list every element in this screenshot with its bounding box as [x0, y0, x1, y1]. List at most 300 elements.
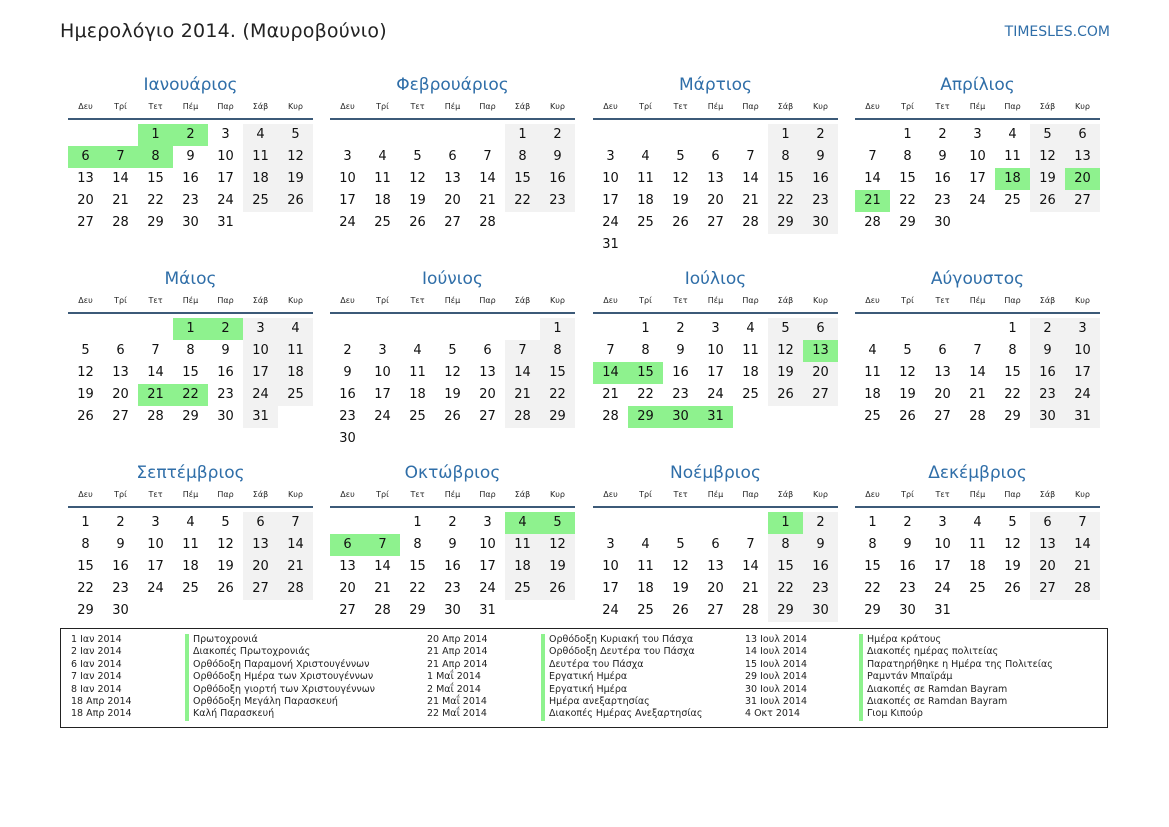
day-cell: 30: [217, 409, 234, 424]
day-cell: 31: [602, 237, 619, 252]
weekday-label: Σάβ: [777, 490, 794, 499]
day-cell: 6: [1065, 124, 1100, 146]
day-cell: 1: [641, 321, 650, 336]
day-cell: 27: [479, 409, 496, 424]
day-cell: 15: [505, 168, 540, 190]
day-cell: 1: [903, 127, 912, 142]
day-cell: 3: [378, 343, 387, 358]
weekday-label: Πέμ: [444, 102, 461, 111]
day-cell: 2: [938, 127, 947, 142]
day-cell: 17: [479, 559, 496, 574]
day-cell: 6: [711, 149, 720, 164]
day-cell: 19: [444, 387, 461, 402]
day-cell: 2: [208, 318, 243, 340]
day-cell: 1: [768, 124, 803, 146]
weekday-label: Σάβ: [1039, 296, 1056, 305]
day-cell: 2: [448, 515, 457, 530]
day-cell: 15: [1004, 365, 1021, 380]
day-cell: 12: [672, 171, 689, 186]
empty-cell: [365, 512, 400, 534]
day-cell: 18: [864, 387, 881, 402]
holiday-date: 30 Ιουλ 2014: [745, 683, 808, 695]
day-cell: 13: [1030, 534, 1065, 556]
day-cell: 9: [343, 365, 352, 380]
day-cell: 28: [969, 409, 986, 424]
empty-cell: [628, 124, 663, 146]
day-cell: 14: [593, 362, 628, 384]
day-cell: 20: [1030, 556, 1065, 578]
day-cell: 15: [182, 365, 199, 380]
day-cell: 3: [1065, 318, 1100, 340]
weekday-label: Τετ: [673, 102, 688, 111]
day-cell: 28: [602, 409, 619, 424]
day-cell: 4: [1008, 127, 1017, 142]
weekday-label: Δευ: [603, 296, 618, 305]
weekday-label: Τρί: [114, 102, 127, 111]
day-cell: 9: [116, 537, 125, 552]
day-cell: 5: [413, 149, 422, 164]
day-cell: 7: [365, 534, 400, 556]
day-cell: 24: [934, 581, 951, 596]
day-cell: 26: [899, 409, 916, 424]
weekday-label: Πέμ: [707, 296, 724, 305]
day-cell: 27: [707, 603, 724, 618]
holiday-name: Διακοπές ημέρας πολιτείας: [859, 646, 998, 658]
day-cell: 25: [409, 409, 426, 424]
weekday-label: Πέμ: [969, 490, 986, 499]
day-cell: 1: [413, 515, 422, 530]
day-cell: 8: [186, 343, 195, 358]
legend-row: [61, 684, 375, 696]
day-cell: 26: [1030, 190, 1065, 212]
empty-cell: [593, 318, 628, 340]
day-cell: 16: [934, 171, 951, 186]
day-cell: 19: [899, 387, 916, 402]
legend-row: [61, 646, 375, 658]
legend-row: [61, 696, 375, 708]
day-cell: 11: [864, 365, 881, 380]
legend-row: [417, 659, 702, 671]
day-cell: 30: [899, 603, 916, 618]
day-cell: 26: [768, 384, 803, 406]
day-cell: 18: [637, 581, 654, 596]
day-cell: 11: [637, 559, 654, 574]
weekday-label: Κυρ: [813, 490, 828, 499]
empty-cell: [435, 124, 470, 146]
holiday-date: 14 Ιουλ 2014: [745, 646, 808, 658]
holiday-date: 21 Απρ 2014: [427, 658, 488, 670]
day-cell: 21: [742, 193, 759, 208]
holiday-name: Πρωτοχρονιά: [185, 634, 258, 646]
day-cell: 30: [663, 406, 698, 428]
day-cell: 3: [221, 127, 230, 142]
month-calendar: [68, 72, 313, 234]
day-cell: 20: [243, 556, 278, 578]
day-cell: 27: [934, 409, 951, 424]
day-cell: 28: [505, 406, 540, 428]
day-cell: 7: [868, 149, 877, 164]
day-cell: 17: [707, 365, 724, 380]
day-cell: 22: [173, 384, 208, 406]
weekday-label: Κυρ: [813, 296, 828, 305]
day-cell: 7: [973, 343, 982, 358]
day-cell: 25: [637, 603, 654, 618]
day-cell: 9: [903, 537, 912, 552]
day-cell: 12: [540, 534, 575, 556]
day-cell: 9: [1030, 340, 1065, 362]
empty-cell: [593, 124, 628, 146]
day-cell: 21: [112, 193, 129, 208]
legend-column: [735, 634, 1053, 721]
day-cell: 3: [973, 127, 982, 142]
weekday-label: Πέμ: [969, 296, 986, 305]
day-cell: 29: [864, 603, 881, 618]
empty-cell: [960, 318, 995, 340]
day-cell: 5: [1030, 124, 1065, 146]
day-cell: 25: [864, 409, 881, 424]
weekday-label: Τετ: [935, 490, 950, 499]
weekday-label: Πέμ: [707, 490, 724, 499]
day-cell: 14: [742, 559, 759, 574]
day-cell: 4: [278, 318, 313, 340]
day-cell: 12: [444, 365, 461, 380]
weekday-header: [593, 294, 838, 314]
holiday-legend: [60, 628, 1108, 728]
day-cell: 6: [483, 343, 492, 358]
day-cell: 9: [803, 146, 838, 168]
day-cell: 23: [803, 578, 838, 600]
weekday-label: Τρί: [114, 490, 127, 499]
day-cell: 30: [803, 600, 838, 622]
day-cell: 27: [77, 215, 94, 230]
day-cell: 10: [707, 343, 724, 358]
day-cell: 21: [855, 190, 890, 212]
holiday-name: Ημέρα ανεξαρτησίας: [541, 696, 650, 708]
day-cell: 20: [112, 387, 129, 402]
weekday-header: [593, 488, 838, 508]
day-cell: 22: [768, 190, 803, 212]
day-cell: 14: [374, 559, 391, 574]
holiday-date: 2 Ιαν 2014: [71, 646, 122, 658]
weekday-header: [330, 100, 575, 120]
day-cell: 9: [938, 149, 947, 164]
legend-row: [417, 634, 702, 646]
weekday-label: Πέμ: [182, 490, 199, 499]
day-cell: 22: [540, 384, 575, 406]
weekday-label: Δευ: [603, 490, 618, 499]
day-cell: 5: [1008, 515, 1017, 530]
empty-cell: [470, 124, 505, 146]
day-cell: 26: [278, 190, 313, 212]
days-grid: [330, 124, 575, 234]
day-cell: 3: [938, 515, 947, 530]
days-grid: [855, 318, 1100, 428]
holiday-name: Ορθόδοξη γιορτή των Χριστουγέννων: [185, 684, 375, 696]
day-cell: 2: [343, 343, 352, 358]
legend-row: [735, 646, 1053, 658]
day-cell: 30: [934, 215, 951, 230]
weekday-label: Παρ: [217, 102, 234, 111]
day-cell: 1: [81, 515, 90, 530]
weekday-label: Κυρ: [813, 102, 828, 111]
weekday-label: Τετ: [673, 490, 688, 499]
day-cell: 10: [969, 149, 986, 164]
day-cell: 17: [147, 559, 164, 574]
weekday-label: Κυρ: [550, 490, 565, 499]
day-cell: 10: [479, 537, 496, 552]
weekday-header: [68, 488, 313, 508]
legend-row: [735, 696, 1053, 708]
weekday-label: Σάβ: [252, 490, 269, 499]
weekday-label: Σάβ: [252, 296, 269, 305]
day-cell: 12: [409, 171, 426, 186]
weekday-label: Παρ: [479, 102, 496, 111]
weekday-label: Τρί: [114, 296, 127, 305]
month-calendar: [330, 266, 575, 450]
day-cell: 24: [147, 581, 164, 596]
day-cell: 17: [602, 581, 619, 596]
empty-cell: [628, 512, 663, 534]
day-cell: 27: [243, 578, 278, 600]
day-cell: 23: [803, 190, 838, 212]
holiday-date: 18 Απρ 2014: [71, 708, 132, 720]
days-grid: [593, 124, 838, 256]
empty-cell: [733, 124, 768, 146]
weekday-label: Τρί: [901, 490, 914, 499]
holiday-date: 1 Μαΐ 2014: [427, 671, 481, 683]
weekday-label: Δευ: [340, 296, 355, 305]
empty-cell: [365, 124, 400, 146]
weekday-label: Τρί: [376, 296, 389, 305]
site-link[interactable]: TIMESLES.COM: [1004, 24, 1110, 40]
day-cell: 28: [1065, 578, 1100, 600]
day-cell: 5: [768, 318, 803, 340]
day-cell: 26: [672, 215, 689, 230]
day-cell: 23: [672, 387, 689, 402]
day-cell: 21: [969, 387, 986, 402]
day-cell: 26: [409, 215, 426, 230]
day-cell: 3: [606, 149, 615, 164]
day-cell: 5: [676, 149, 685, 164]
weekday-label: Τρί: [376, 102, 389, 111]
day-cell: 2: [676, 321, 685, 336]
day-cell: 8: [505, 146, 540, 168]
legend-row: [61, 671, 375, 683]
weekday-label: Παρ: [742, 296, 759, 305]
weekday-label: Κυρ: [288, 102, 303, 111]
weekday-label: Σάβ: [1039, 102, 1056, 111]
day-cell: 20: [1065, 168, 1100, 190]
day-cell: 27: [803, 384, 838, 406]
days-grid: [855, 124, 1100, 234]
empty-cell: [68, 318, 103, 340]
day-cell: 20: [934, 387, 951, 402]
day-cell: 29: [1004, 409, 1021, 424]
weekday-header: [330, 488, 575, 508]
day-cell: 19: [540, 556, 575, 578]
holiday-date: 31 Ιουλ 2014: [745, 695, 808, 707]
weekday-label: Παρ: [742, 102, 759, 111]
day-cell: 5: [540, 512, 575, 534]
day-cell: 17: [934, 559, 951, 574]
day-cell: 18: [243, 168, 278, 190]
day-cell: 22: [899, 193, 916, 208]
day-cell: 24: [374, 409, 391, 424]
day-cell: 15: [540, 362, 575, 384]
day-cell: 9: [221, 343, 230, 358]
day-cell: 2: [1030, 318, 1065, 340]
day-cell: 16: [803, 168, 838, 190]
day-cell: 17: [969, 171, 986, 186]
day-cell: 19: [1004, 559, 1021, 574]
day-cell: 8: [768, 534, 803, 556]
day-cell: 13: [934, 365, 951, 380]
day-cell: 5: [903, 343, 912, 358]
legend-row: [417, 708, 702, 720]
empty-cell: [890, 318, 925, 340]
empty-cell: [593, 512, 628, 534]
weekday-header: [855, 294, 1100, 314]
day-cell: 11: [278, 340, 313, 362]
day-cell: 17: [339, 193, 356, 208]
day-cell: 9: [448, 537, 457, 552]
day-cell: 23: [540, 190, 575, 212]
weekday-label: Τετ: [935, 102, 950, 111]
weekday-label: Πέμ: [969, 102, 986, 111]
weekday-label: Τετ: [410, 296, 425, 305]
day-cell: 13: [803, 340, 838, 362]
weekday-label: Πέμ: [182, 296, 199, 305]
days-grid: [593, 318, 838, 428]
days-grid: [68, 318, 313, 428]
weekday-label: Δευ: [78, 490, 93, 499]
weekday-label: Σάβ: [514, 296, 531, 305]
day-cell: 23: [217, 387, 234, 402]
day-cell: 28: [479, 215, 496, 230]
day-cell: 12: [217, 537, 234, 552]
day-cell: 28: [742, 603, 759, 618]
day-cell: 4: [868, 343, 877, 358]
days-grid: [68, 124, 313, 234]
month-calendar: [855, 72, 1100, 234]
day-cell: 29: [899, 215, 916, 230]
day-cell: 22: [864, 581, 881, 596]
day-cell: 15: [628, 362, 663, 384]
day-cell: 8: [138, 146, 173, 168]
empty-cell: [103, 318, 138, 340]
day-cell: 13: [444, 171, 461, 186]
month-name: Φεβρουάριος: [396, 75, 509, 95]
day-cell: 4: [641, 537, 650, 552]
day-cell: 3: [151, 515, 160, 530]
day-cell: 29: [768, 600, 803, 622]
day-cell: 18: [995, 168, 1030, 190]
day-cell: 20: [339, 581, 356, 596]
day-cell: 23: [339, 409, 356, 424]
day-cell: 24: [1065, 384, 1100, 406]
weekday-label: Δευ: [865, 296, 880, 305]
legend-row: [417, 671, 702, 683]
day-cell: 6: [803, 318, 838, 340]
day-cell: 18: [742, 365, 759, 380]
weekday-label: Κυρ: [550, 296, 565, 305]
day-cell: 27: [1065, 190, 1100, 212]
day-cell: 4: [413, 343, 422, 358]
day-cell: 10: [217, 149, 234, 164]
day-cell: 18: [969, 559, 986, 574]
day-cell: 6: [68, 146, 103, 168]
weekday-label: Σάβ: [514, 102, 531, 111]
holiday-name: Παρατηρήθηκε η Ημέρα της Πολιτείας: [859, 659, 1053, 671]
day-cell: 13: [77, 171, 94, 186]
weekday-label: Παρ: [1004, 102, 1021, 111]
weekday-label: Τετ: [673, 296, 688, 305]
day-cell: 25: [505, 578, 540, 600]
day-cell: 18: [278, 362, 313, 384]
weekday-label: Σάβ: [514, 490, 531, 499]
month-name: Ιούλιος: [684, 269, 747, 289]
weekday-label: Σάβ: [252, 102, 269, 111]
day-cell: 5: [81, 343, 90, 358]
day-cell: 29: [147, 215, 164, 230]
legend-row: [735, 708, 1053, 720]
day-cell: 30: [803, 212, 838, 234]
day-cell: 29: [182, 409, 199, 424]
day-cell: 25: [969, 581, 986, 596]
day-cell: 19: [77, 387, 94, 402]
day-cell: 9: [803, 534, 838, 556]
holiday-name: Ορθόδοξη Ημέρα των Χριστουγέννων: [185, 671, 373, 683]
day-cell: 12: [768, 340, 803, 362]
day-cell: 17: [217, 171, 234, 186]
holiday-date: 29 Ιουλ 2014: [745, 671, 808, 683]
day-cell: 21: [1065, 556, 1100, 578]
day-cell: 5: [278, 124, 313, 146]
month-name: Μάρτιος: [678, 75, 753, 95]
day-cell: 7: [151, 343, 160, 358]
weekday-label: Κυρ: [1075, 490, 1090, 499]
weekday-label: Παρ: [1004, 296, 1021, 305]
day-cell: 25: [243, 190, 278, 212]
day-cell: 11: [243, 146, 278, 168]
day-cell: 19: [672, 581, 689, 596]
day-cell: 31: [1065, 406, 1100, 428]
day-cell: 5: [448, 343, 457, 358]
day-cell: 11: [969, 537, 986, 552]
day-cell: 3: [343, 149, 352, 164]
day-cell: 18: [505, 556, 540, 578]
day-cell: 8: [540, 340, 575, 362]
day-cell: 20: [444, 193, 461, 208]
day-cell: 4: [641, 149, 650, 164]
empty-cell: [330, 124, 365, 146]
day-cell: 13: [707, 171, 724, 186]
legend-row: [417, 646, 702, 658]
holiday-date: 18 Απρ 2014: [71, 695, 132, 707]
day-cell: 7: [606, 343, 615, 358]
day-cell: 16: [112, 559, 129, 574]
day-cell: 20: [77, 193, 94, 208]
day-cell: 13: [339, 559, 356, 574]
day-cell: 18: [182, 559, 199, 574]
weekday-label: Τρί: [376, 490, 389, 499]
weekday-label: Κυρ: [550, 102, 565, 111]
empty-cell: [505, 318, 540, 340]
weekday-label: Κυρ: [1075, 102, 1090, 111]
weekday-header: [593, 100, 838, 120]
holiday-name: Ορθόδοξη Παραμονή Χριστουγέννων: [185, 659, 369, 671]
day-cell: 28: [374, 603, 391, 618]
